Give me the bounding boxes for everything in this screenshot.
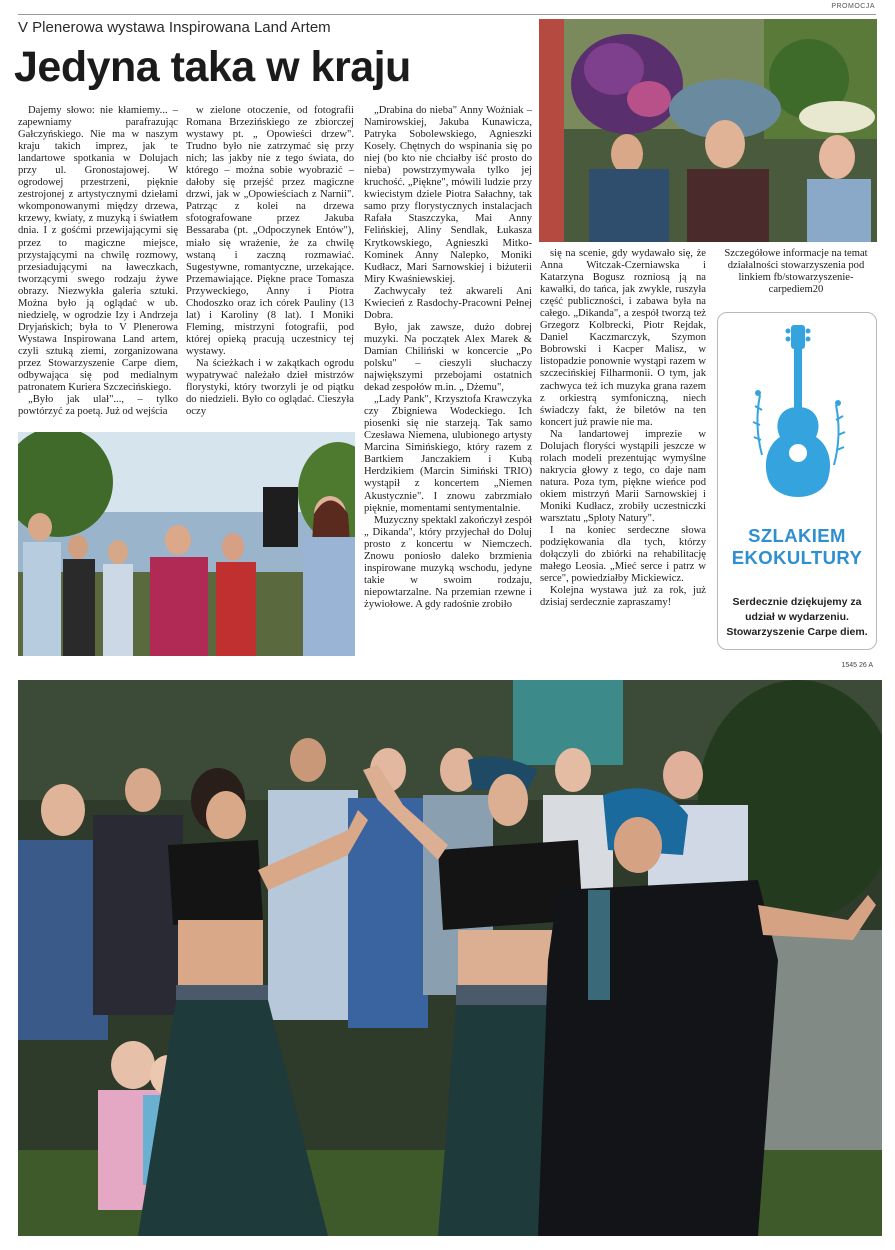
article-column-3 bbox=[364, 105, 532, 657]
paragraph: Było, jak zawsze, dużo dobrej muzyki. Na początek Alex Marek & Damian Chiliński w koncercie „Po polsku" – cieszyli słuchaczy największymi przebojami ostatnich dekad zespołów m.in. „ Dżemu", bbox=[364, 321, 532, 394]
paragraph: Zachwycały też akwareli Ani Kwiecień z Rasdochy-Pracowni Pełnej Dobra. bbox=[364, 285, 532, 321]
ad-title bbox=[718, 525, 876, 569]
paragraph: Na landartowej imprezie w Dolujach floryści wystąpili jeszcze w rolach modeli prezentując wymyślne nakrycia głowy z tego, co daje nam natura. Poza tym, piękne wieńce pod okiem mistrzyń Marii Sarnowskiej i Moniki Kudłacz, zrobiły uczestniczki warsztatu „Sploty Natury". bbox=[540, 428, 706, 525]
info-column bbox=[716, 248, 876, 308]
ad-thanks: Serdecznie dziękujemy za udział w wydarzeniu. Stowarzyszenie Carpe diem. bbox=[726, 596, 868, 638]
paragraph: Kolejna wystawa już za rok, już dzisiaj serdecznie zapraszamy! bbox=[540, 585, 706, 609]
headline: Jedyna taka w kraju bbox=[14, 43, 411, 91]
paragraph: I na koniec serdeczne słowa podziękowania dla tych, którzy dołączyli do zbiórki na rehabilitację małego Leosia. „Mieć serce i patrz w serce", powiedziałby Mickiewicz. bbox=[540, 525, 706, 585]
paragraph: „Drabina do nieba" Anny Woźniak – Namirowskiej, Jakuba Kunawicza, Patryka Sobolewskiego, Agnieszki Kosely. Chętnych do wspinania się po niej (bo kto nie chciałby iść prosto do nieba) powstrzymywała tylko jej kruchość. „Piękne", mówili ludzie przy kwiecistym dziele Piotra Sałachny, tak samo przy florystycznych instalacjach Rafała Staszczyka, Mai Anny Felińskiej, Aliny Sendlak, Łukasza Krytkowskiego, Agnieszki Mitko-Kominek Anny Nalepko, Moniki Kudłacz, Mari Sarnowskiej i biżuterii Miry Kwaśniewskiej. bbox=[364, 105, 532, 285]
guitar-icon bbox=[748, 325, 848, 515]
article-column-1 bbox=[18, 105, 178, 429]
paragraph: „Lady Pank", Krzysztofa Krawczyka czy Zbigniewa Wodeckiego. Ich piosenki się nie starzeją. Tak samo Czesława Niemena, ulubionego artysty Marcina Simińskiego, który razem z Bartkiem Janczakiem i Kubą Herdzikiem (Marcin Simiński TRIO) wystąpił z koncertem „Niemen Akustycznie". I znowu zabrzmiało pięknie, momentami sentymentalnie. bbox=[364, 394, 532, 514]
info-paragraph: Szczegółowe informacje na temat działalności stowarzyszenia pod linkiem fb/stowarzyszenie-carpediem20 bbox=[724, 248, 868, 296]
ad-box bbox=[717, 312, 877, 650]
header-rule bbox=[18, 14, 876, 15]
article-column-2 bbox=[186, 105, 354, 429]
paragraph: Muzyczny spektakl zakończył zespół „ Dikanda", który przyjechał do Doluj prosto z koncertu w Niemczech. Znowu poniosło daleko brzmienia inspirowane muzyką wschodu, jedyne takie w swoim rodzaju, niepowtarzalne. Na przemian rzewne i żywiołowe. A gdy radośnie zrobiło bbox=[364, 514, 532, 610]
paragraph: Na ścieżkach i w zakątkach ogrodu wypatrywać należało dzieł mistrzów florystyki, który tworzyli je od piątku do niedzieli. Było co oglądać. Cieszyła oczy bbox=[186, 357, 354, 418]
photo-flower-headpieces bbox=[539, 19, 877, 242]
section-label: PROMOCJA bbox=[831, 3, 875, 10]
photo-dancers bbox=[18, 680, 882, 1236]
ad-title-line: SZLAKIEM bbox=[748, 525, 846, 546]
paragraph: w zielone otoczenie, od fotografii Romana Brzezińskiego ze zbiorczej wystawy pt. „ Opowieści drzew". Trudno było nie zatrzymać się przy nich; las jakby nie z tego świata, do którego – można sobie wyobrazić – dałoby się przejść przez magiczne drzwi, jak w „Opowieściach z Narnii". Patrząc z kolei na drzewa sfotografowane przez Jakuba Bessaraba (pt. „Odpoczynek Entów"), miało się wrażenie, że za chwilę wstaną i zaczną rozmawiać. Sugestywne, romantyczne, urzekające. Przemawiające. Piękne prace Tomasza Przyweckiego, Anny i Piotra Chodoszko oraz ich córek Pauliny (13 lat) i Karoliny (8 lat). I Moniki Fleming, mistrzyni fotografii, pod której opieką pracują uczestnicy tej wystawy. bbox=[186, 105, 354, 357]
paragraph: się na scenie, gdy wydawało się, że Anna Witczak-Czerniawska i Katarzyna Bogusz rozniosą ją na kawałki, do tańca, jak zwykle, ruszyła część publiczności, i zabawa była na całego. „Dikanda", a zespół tworzą też Grzegorz Kolbrecki, Piotr Rejdak, Daniel Kaczmarczyk, Szymon Bobrowski i Kacper Malisz, w listopadzie ponownie wystąpi razem w szczecińskiej Filharmonii. O tym, jak zachwyca też ich muzyka grana razem z orkiestrą symfoniczną, niech świadczy fakt, że biletów na ten koncert już prawie nie ma. bbox=[540, 248, 706, 428]
photo-audience bbox=[18, 432, 355, 656]
ad-title-line: EKOKULTURY bbox=[731, 547, 863, 568]
article-column-4 bbox=[540, 248, 706, 658]
paragraph: Dajemy słowo: nie kłamiemy... – zapewniamy parafrazując Gałczyńskiego. Nie ma w naszym kraju takich imprez, jak te landartowe spotkania w Dolujach przy ul. Gronostajowej. W ogrodowej przestrzeni, pięknie zestrojonej z artystycznymi dziełami wkomponowanymi między drzewa, krzewy, kwiaty, z muzyką i światłem dnia. I z gośćmi przewijającymi się przez to magiczne miejsce, przystającymi na chwilę rozmowy, przesiadującymi na ławeczkach, tworzącymi swego rodzaju żywe obrazy. Niezwykła galeria sztuki. Można było ją oglądać w ub. niedzielę, w ogrodzie Izy i Andrzeja Dryjańskich; była to V Plenerowa Wystawa Inspirowana Land artem, czyli sztuką ziemi, zorganizowana przez Stowarzyszenie Carpe diem, odbywająca się pod medialnym patronatem Kuriera Szczecińskiego. bbox=[18, 105, 178, 394]
paragraph: „Było jak ulał"..., – tylko powtórzyć za poetą. Już od wejścia bbox=[18, 394, 178, 418]
kicker: V Plenerowa wystawa Inspirowana Land Artem bbox=[18, 19, 331, 36]
page-code: 1545 26 A bbox=[841, 662, 873, 669]
